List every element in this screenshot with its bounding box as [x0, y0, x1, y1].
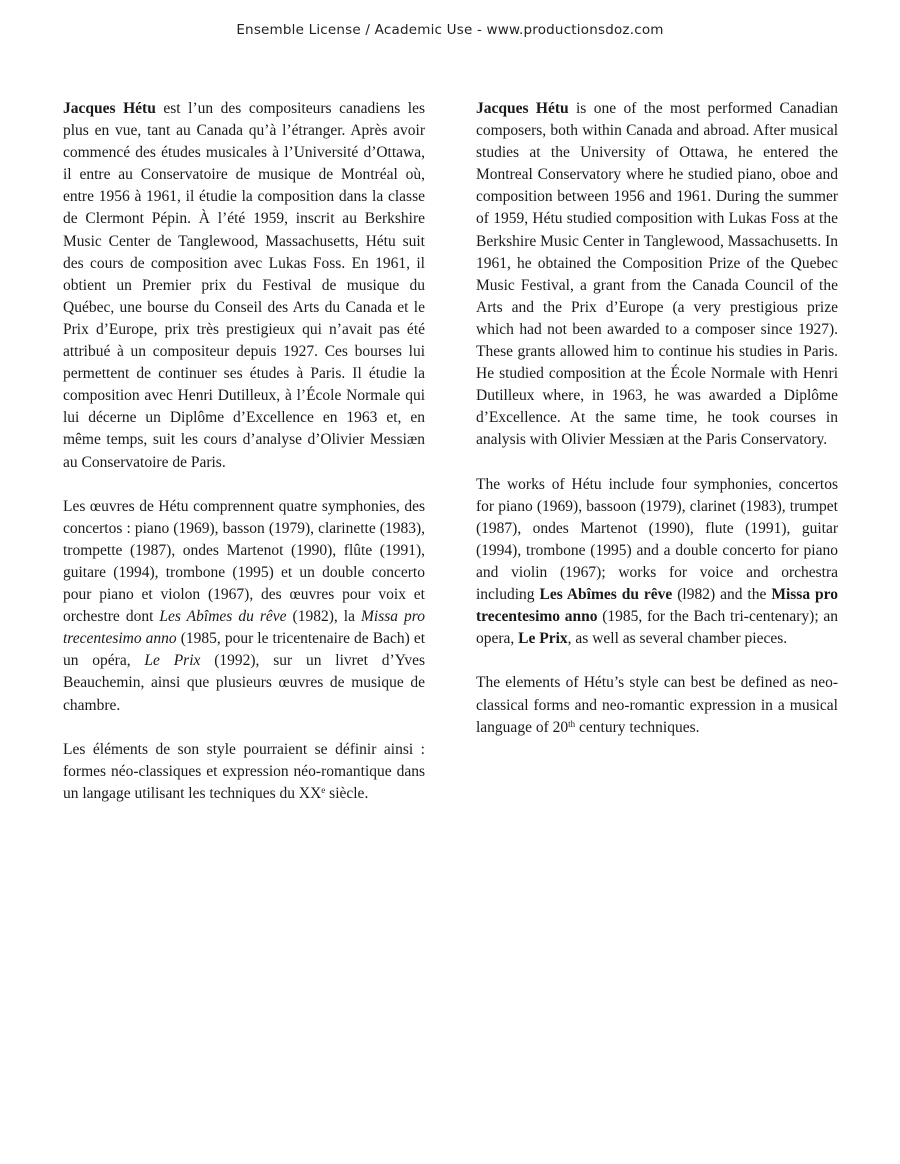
english-works-text-1: The works of Hétu include four symphonies, concertos for piano (1969), bassoon (1979), clarinet (1983), trumpet (1987), ondes Martenot (1990), flute (1991), guitar (1994), trombone (1995) and a double concerto for piano and violin (1967); works for voice and orchestra including — [476, 475, 838, 604]
english-works-text-3: (1985, for the Bach tri-centenary); an opera, — [476, 608, 838, 648]
french-biography-text: est l’un des compositeurs canadiens les plus en vue, tant au Canada qu’à l’étranger. Après avoir commencé des études musicales à l’Université d’Ottawa, il entre au Conservatoire de musique de Montréal où, entre 1956 à 1961, il étudie la composition dans la classe de Clermont Pépin. À l’été 1959, inscrit au Berkshire Music Center de Tanglewood, Massachusetts, Hétu suit des cours de composition avec Lukas Foss. En 1961, il obtient un Premier prix du Festival de musique du Québec, une bourse du Conseil des Arts du Canada et le Prix d’Europe, prix très prestigieux qui n’avait pas été attribué à un compositeur depuis 1927. Ces bourses lui permettent de continuer ses études à Paris. Il étudie la composition avec Henri Dutilleux, à l’École Normale qui lui décerne un Diplôme d’Excellence en 1963 et, en même temps, suit les cours d’analyse d’Olivier Messiæn au Conservatoire de Paris. — [63, 100, 426, 471]
english-paragraph-biography — [476, 98, 838, 452]
french-style-end: siècle. — [325, 784, 369, 802]
french-paragraph-biography — [63, 98, 425, 474]
french-paragraph-works — [63, 496, 425, 717]
century-superscript: th — [568, 718, 576, 729]
english-column — [476, 98, 838, 739]
english-style-end: century techniques. — [575, 718, 700, 736]
work-title-abimes: Les Abîmes du rêve — [159, 608, 287, 626]
work-title-missa: Missa pro trecentesimo anno — [476, 586, 838, 626]
english-paragraph-style — [476, 672, 838, 738]
french-column — [63, 98, 425, 805]
english-biography-text: is one of the most performed Canadian composers, both within Canada and abroad. After musical studies at the University of Ottawa, he entered the Montreal Conservatory where he studied piano, oboe and composition between 1956 and 1961. During the summer of 1959, Hétu studied composition with Lukas Foss at the Berkshire Music Center in Tanglewood, Massachusetts. In 1961, he obtained the Composition Prize of the Quebec Music Festival, a grant from the Canada Council of the Arts and the Prix d’Europe (a very prestigious prize which had not been awarded to a composer since 1927). These grants allowed him to continue his studies in Paris. He studied composition at the École Normale with Henri Dutilleux where, in 1963, he was awarded a Diplôme d’Excellence. At the same time, he took courses in analysis with Olivier Messiæn at the Paris Conservatory. — [476, 100, 839, 449]
french-style-text: Les éléments de son style pourraient se définir ainsi : formes néo-classiques et expression néo-romantique dans un langage utilisant les techniques du XX — [63, 740, 425, 802]
french-works-text-3: (1985, pour le tricentenaire de Bach) et un opéra, — [63, 630, 426, 670]
french-works-text-1: Les œuvres de Hétu comprennent quatre symphonies, des concertos : piano (1969), basson (1979), clarinette (1983), trompette (1987), ondes Martenot (1990), flûte (1991), guitare (1994), trombone (1995) et un double concerto pour piano et violon (1967), des œuvres pour voix et orchestre dont — [63, 497, 425, 626]
french-paragraph-style — [63, 739, 425, 805]
french-works-text-2: (1982), la — [286, 608, 361, 626]
french-works-text-4: (1992), sur un livret d’Yves Beauchemin, ainsi que plusieurs œuvres de musique de chambre. — [63, 652, 425, 714]
english-paragraph-works — [476, 474, 838, 651]
license-header: Ensemble License / Academic Use - www.productionsdoz.com — [236, 22, 664, 38]
composer-name: Jacques Hétu — [476, 100, 569, 117]
work-title-abimes: Les Abîmes du rêve — [539, 586, 673, 604]
english-style-text: The elements of Hétu’s style can best be defined as neo-classical forms and neo-romantic expression in a musical language of 20 — [476, 674, 838, 736]
century-superscript: e — [321, 784, 326, 795]
composer-name: Jacques Hétu — [63, 100, 156, 117]
work-title-le-prix: Le Prix — [144, 652, 201, 670]
work-title-missa: Missa pro trecentesimo anno — [63, 608, 425, 648]
english-works-text-2: (l982) and the — [672, 586, 772, 604]
english-works-text-4: , as well as several chamber pieces. — [567, 630, 788, 648]
work-title-le-prix: Le Prix — [518, 630, 568, 648]
